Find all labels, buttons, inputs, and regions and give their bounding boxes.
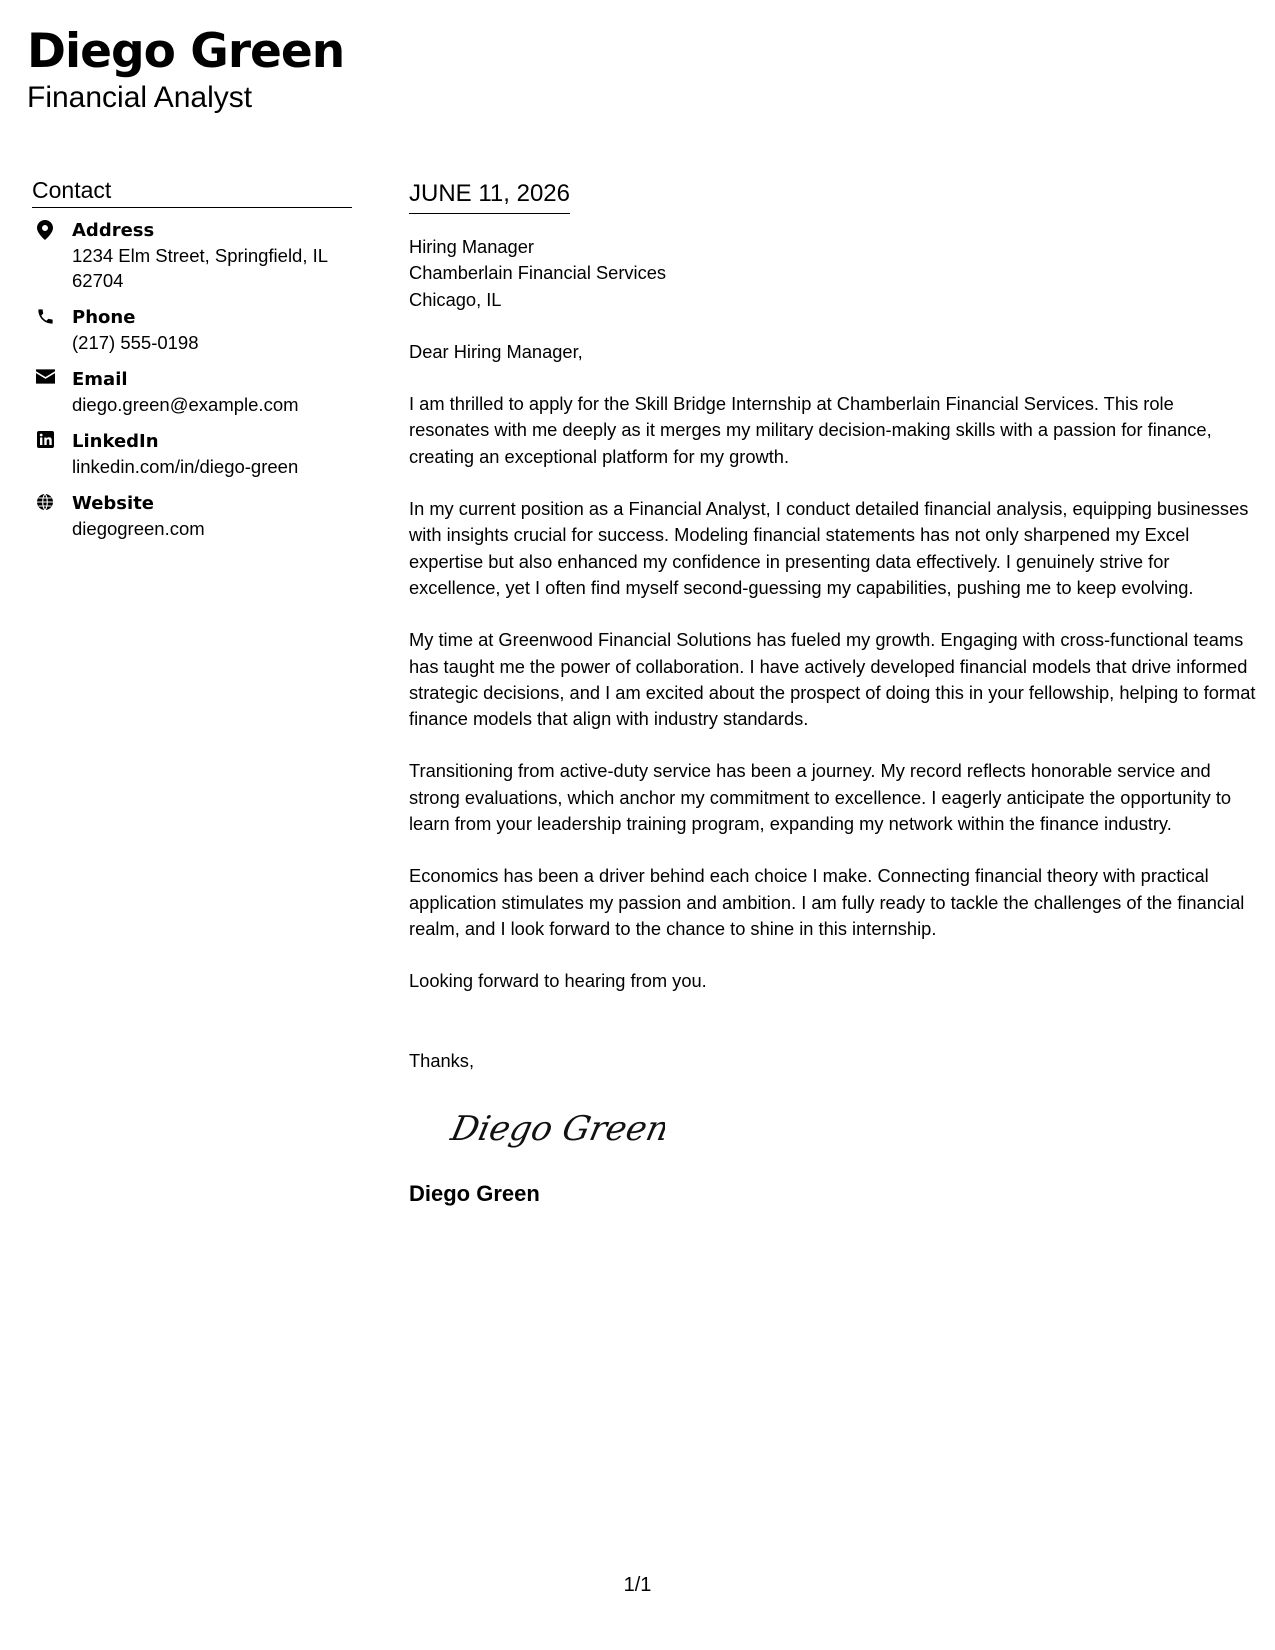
- recipient-line: Chicago, IL: [409, 288, 502, 310]
- letter-closing-line: Looking forward to hearing from you.: [409, 970, 707, 992]
- letter-paragraph: My time at Greenwood Financial Solutions has fueled my growth. Engaging with cross-functional teams has taught me the power of collaboration. I have actively developed financial models that drive informed strategic decisions, and I am excited about the prospect of doing this in your fellowship, helping to format finance models that align with industry standards.: [409, 629, 1256, 730]
- linkedin-icon: [34, 431, 56, 453]
- letter-greeting: Dear Hiring Manager,: [409, 340, 583, 362]
- letter-paragraph: Transitioning from active-duty service has been a journey. My record reflects honorable service and strong evaluations, which anchor my commitment to excellence. I eagerly anticipate the opportunity to learn from your leadership training program, expanding my network within the finance industry.: [409, 760, 1232, 835]
- contact-linkedin-value[interactable]: linkedin.com/in/diego-green: [72, 456, 299, 477]
- cover-letter-body: [409, 178, 1259, 1208]
- contact-address-value: 1234 Elm Street, Springfield, IL 62704: [72, 245, 328, 291]
- phone-icon: [34, 307, 56, 329]
- applicant-title: Financial Analyst: [27, 81, 253, 114]
- page-number: 1/1: [623, 1574, 652, 1596]
- letter-paragraph: Economics has been a driver behind each choice I make. Connecting financial theory with practical application stimulates my passion and ambition. I am fully ready to tackle the challenges of the financial realm, and I look forward to the chance to shine in this internship.: [409, 865, 1245, 939]
- contact-website-value[interactable]: diegogreen.com: [72, 518, 205, 539]
- letter-signoff: Thanks,: [409, 1049, 475, 1071]
- contact-label: Phone: [72, 307, 136, 328]
- recipient-block: [409, 234, 1259, 313]
- contact-label: Email: [72, 369, 128, 390]
- signature-text: Diego Green: [447, 1109, 665, 1149]
- contact-email-value[interactable]: diego.green@example.com: [72, 394, 299, 415]
- applicant-name: Diego Green: [27, 24, 345, 79]
- contact-item-linkedin: [32, 429, 352, 479]
- resume-header: [27, 22, 344, 116]
- contact-heading: Contact: [32, 175, 352, 208]
- contact-sidebar: [32, 175, 352, 553]
- globe-icon: [34, 493, 56, 515]
- letter-paragraph: I am thrilled to apply for the Skill Bridge Internship at Chamberlain Financial Services. This role resonates with me deeply as it merges my military decision-making skills with a passion for finance, creating an exceptional platform for my growth.: [409, 393, 1212, 467]
- letter-paragraph: In my current position as a Financial Analyst, I conduct detailed financial analysis, equipping businesses with insights crucial for success. Modeling financial statements has not only sharpened my Excel expertise but also enhanced my confidence in presenting data effectively. I genuinely strive for excellence, yet I often find myself second-guessing my capabilities, pushing me to keep evolving.: [409, 498, 1249, 598]
- contact-item-address: [32, 218, 352, 293]
- contact-item-website: [32, 491, 352, 541]
- envelope-icon: [34, 369, 56, 391]
- letter-date: JUNE 11, 2026: [409, 178, 570, 214]
- map-pin-icon: [34, 220, 56, 242]
- handwritten-signature: [445, 1104, 1259, 1156]
- contact-label: Website: [72, 493, 155, 514]
- contact-phone-value: (217) 555-0198: [72, 332, 199, 353]
- recipient-line: Hiring Manager: [409, 236, 534, 257]
- contact-item-phone: [32, 305, 352, 355]
- contact-item-email: [32, 367, 352, 417]
- signed-name: Diego Green: [409, 1180, 540, 1206]
- contact-label: LinkedIn: [72, 431, 159, 452]
- contact-label: Address: [72, 220, 155, 241]
- recipient-line: Chamberlain Financial Services: [409, 262, 667, 284]
